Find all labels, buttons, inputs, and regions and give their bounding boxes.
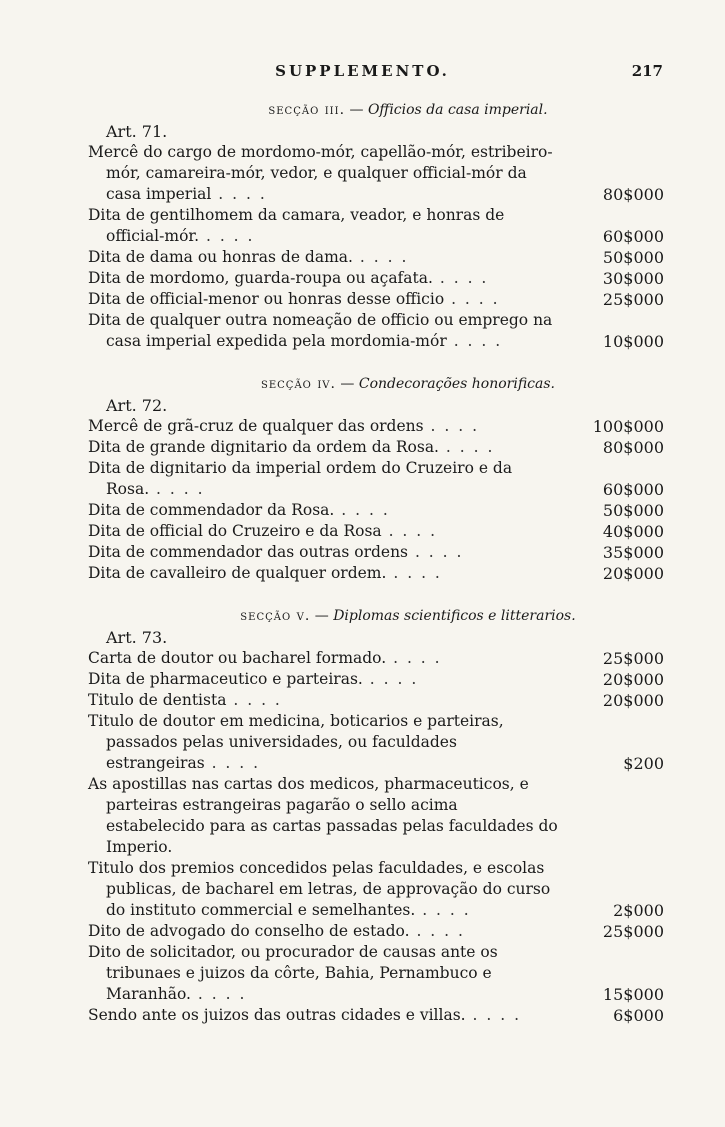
tariff-entry: [88, 521, 678, 542]
entry-value: 25$000: [602, 922, 664, 941]
tariff-entry: [88, 500, 678, 521]
leader-dots: . . . .: [334, 501, 390, 519]
section-label: secção iv.: [261, 376, 336, 392]
entry-text: Mercê de grã-cruz de qualquer das ordens: [88, 417, 424, 435]
entry-value: 30$000: [602, 269, 664, 288]
entry-text: Dita de commendador das outras ordens: [88, 543, 409, 561]
tariff-entry: [88, 942, 678, 1005]
tariff-entry: [88, 289, 678, 310]
entry-value: 50$000: [602, 501, 664, 520]
entry-value: 40$000: [602, 522, 664, 541]
entry-value: 50$000: [602, 248, 664, 267]
entry-text: Dita de grande dignitario da ordem da Rosa.: [88, 438, 439, 456]
section-heading: [88, 102, 678, 118]
section-heading: [88, 376, 678, 392]
entry-text: Dita de dignitario da imperial ordem do Cruzeiro e da Rosa.: [88, 459, 513, 498]
entry-text: Sendo ante os juizos das outras cidades e villas.: [88, 1006, 466, 1024]
section-gap: [88, 352, 678, 366]
section-separator: —: [335, 376, 359, 392]
entry-value: 20$000: [602, 670, 664, 689]
tariff-entry: [88, 690, 678, 711]
leader-dots: . . . .: [149, 480, 205, 498]
entry-text: Dita de official do Cruzeiro e da Rosa: [88, 522, 382, 540]
tariff-entry: [88, 648, 678, 669]
leader-dots: . . . .: [409, 922, 465, 940]
entry-value: 60$000: [602, 227, 664, 246]
tariff-entry: [88, 437, 678, 458]
section-gap: [88, 584, 678, 598]
entry-value: 25$000: [602, 649, 664, 668]
entry-text: Titulo de dentista: [88, 691, 227, 709]
entry-value: 10$000: [602, 332, 664, 351]
page-header: [0, 60, 725, 84]
leader-dots: . . . .: [446, 332, 503, 350]
entry-text: Dita de dama ou honras de dama.: [88, 248, 353, 266]
section-label: secção iii.: [268, 102, 346, 118]
tariff-entry: [88, 458, 678, 500]
entry-text: Dita de cavalleiro de qualquer ordem.: [88, 564, 387, 582]
entry-value: 20$000: [602, 564, 664, 583]
entry-text: Dita de pharmaceutico e parteiras.: [88, 670, 363, 688]
entry-text: Dita de official-menor ou honras desse officio: [88, 290, 445, 308]
entry-value: 100$000: [592, 417, 664, 436]
section-label: secção v.: [240, 608, 311, 624]
section-topic: Officios da casa imperial.: [367, 102, 548, 118]
section-topic: Diplomas scientificos e litterarios.: [333, 608, 576, 624]
tariff-entry: [88, 268, 678, 289]
entry-text: Dita de commendador da Rosa.: [88, 501, 335, 519]
article-number: Art. 71.: [106, 122, 168, 141]
entry-text: Dita de mordomo, guarda-roupa ou açafata.: [88, 269, 433, 287]
leader-dots: . . . .: [465, 1006, 522, 1024]
leader-dots: . . . .: [199, 227, 255, 245]
entry-value: $200: [623, 754, 664, 773]
tariff-entry: [88, 142, 678, 205]
tariff-entry: [88, 416, 678, 437]
tariff-entry: [88, 1005, 678, 1026]
entry-text: Carta de doutor ou bacharel formado.: [88, 649, 387, 667]
leader-dots: . . . .: [204, 754, 261, 772]
article-number: Art. 72.: [106, 396, 168, 415]
leader-dots: . . . .: [415, 901, 471, 919]
leader-dots: . . . .: [211, 185, 267, 203]
tariff-entry: [88, 310, 678, 352]
page-number: 217: [631, 62, 663, 80]
entry-description: [88, 774, 678, 858]
tariff-content: [88, 92, 678, 1026]
tariff-entry: [88, 711, 678, 774]
entry-value: 6$000: [613, 1006, 664, 1025]
leader-dots: . . . .: [226, 691, 282, 709]
tariff-entry: [88, 774, 678, 858]
tariff-entry: [88, 921, 678, 942]
entry-text: As apostillas nas cartas dos medicos, pharmaceuticos, e parteiras estrangeiras pagarão o sello acima estabelecido para as cartas passadas pelas faculdades do Imperio.: [88, 775, 558, 856]
leader-dots: . . . .: [352, 248, 409, 266]
leader-dots: . . . .: [362, 670, 419, 688]
leader-dots: . . . .: [444, 290, 500, 308]
leader-dots: . . . .: [386, 564, 442, 582]
leader-dots: . . . .: [381, 522, 438, 540]
entry-value: 15$000: [602, 985, 664, 1004]
leader-dots: . . . .: [386, 649, 442, 667]
article-number: Art. 73.: [106, 628, 168, 647]
entry-text: Dita de gentilhomem da camara, veador, e honras de official-mór.: [88, 206, 505, 245]
tariff-entry: [88, 858, 678, 921]
running-title: SUPPLEMENTO.: [275, 62, 450, 80]
tariff-entry: [88, 669, 678, 690]
leader-dots: . . . .: [423, 417, 480, 435]
entry-text: Mercê do cargo de mordomo-mór, capellão-mór, estribeiro-mór, camareira-mór, vedor, e qualquer official-mór da casa imperial: [88, 143, 553, 203]
entry-text: Titulo de doutor em medicina, boticarios e parteiras, passados pelas universidades, ou faculdades estrangeiras: [88, 712, 504, 772]
leader-dots: . . . .: [190, 985, 247, 1003]
entry-text: Dita de qualquer outra nomeação de officio ou emprego na casa imperial expedida pela mordomia-mór: [88, 311, 553, 350]
section-topic: Condecorações honorificas.: [358, 376, 555, 392]
entry-text: Dito de advogado do conselho de estado.: [88, 922, 410, 940]
entry-value: 25$000: [602, 290, 664, 309]
section-separator: —: [345, 102, 368, 118]
leader-dots: . . . .: [438, 438, 495, 456]
tariff-entry: [88, 563, 678, 584]
entry-value: 35$000: [602, 543, 664, 562]
section-heading: [88, 608, 678, 624]
tariff-entry: [88, 542, 678, 563]
entry-value: 80$000: [602, 185, 664, 204]
entry-value: 80$000: [602, 438, 664, 457]
entry-value: 60$000: [602, 480, 664, 499]
tariff-entry: [88, 247, 678, 268]
leader-dots: . . . .: [408, 543, 464, 561]
entry-text: Titulo dos premios concedidos pelas faculdades, e escolas publicas, de bacharel em letras, de approvação do curso do instituto commercial e semelhantes.: [88, 859, 551, 919]
leader-dots: . . . .: [432, 269, 489, 287]
tariff-entry: [88, 205, 678, 247]
section-separator: —: [310, 608, 334, 624]
entry-value: 20$000: [602, 691, 664, 710]
entry-text: Dito de solicitador, ou procurador de causas ante os tribunaes e juizos da côrte, Bahia, Pernambuco e Maranhão.: [88, 943, 498, 1003]
entry-value: 2$000: [613, 901, 664, 920]
